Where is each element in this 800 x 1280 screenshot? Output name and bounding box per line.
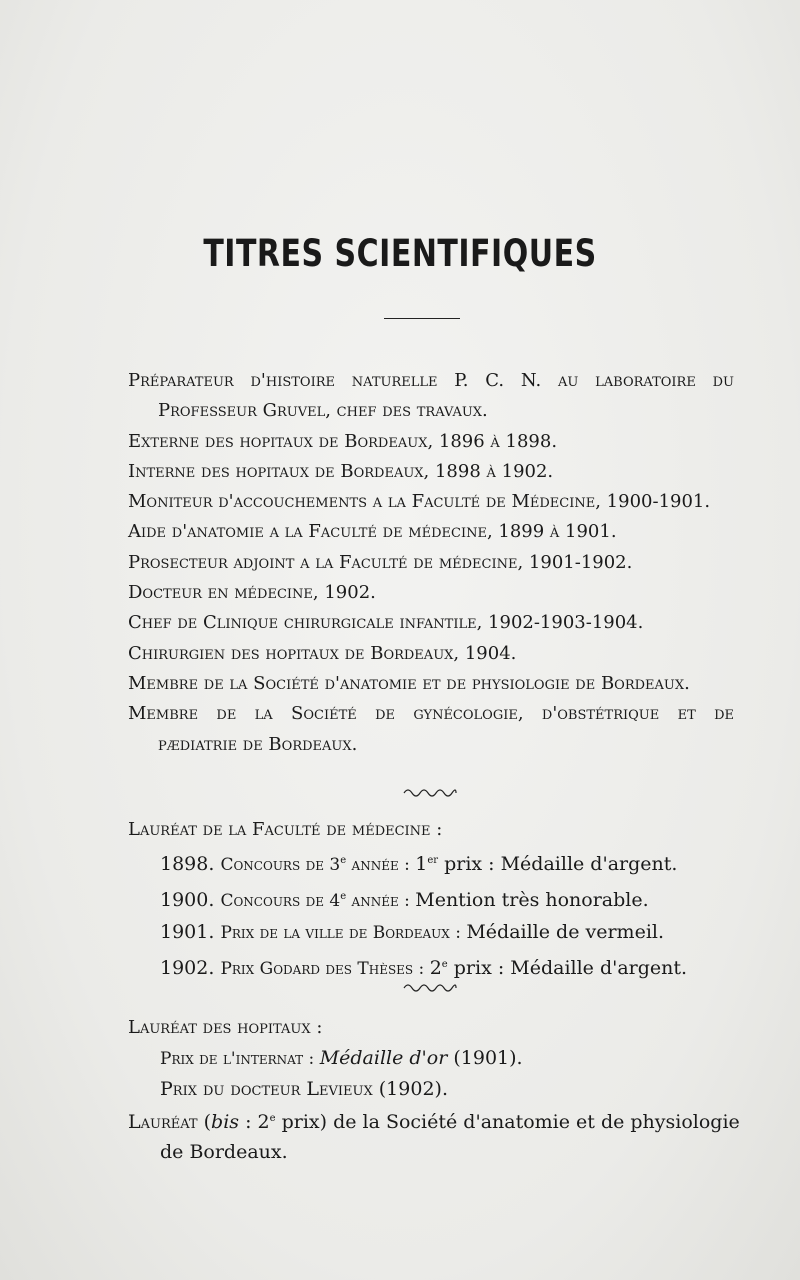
prize-year: 1900. [160,889,215,911]
titre-entry: Moniteur d'accouchements a la Faculté de Médecine, 1900-1901. [128,491,711,513]
hopitaux-heading: Lauréat des hopitaux : [128,1017,323,1038]
titre-entry: Docteur en médecine, 1902. [128,582,376,604]
prize-label: Prix Godard des Thèses : [220,959,430,979]
prize-text: Mention très honorable. [415,889,649,911]
bis-mid: : 2 [239,1111,270,1133]
titre-entry-continued: Professeur Gruvel, chef des travaux. [158,400,488,422]
prize-row [128,881,748,917]
titre-entry: Chef de Clinique chirurgicale infantile, 1902-1903-1904. [128,612,644,634]
internat-prize-row [128,1043,748,1074]
hopitaux-section [128,1013,748,1167]
bis-open: ( [197,1111,212,1133]
prize-label-suffix: année : [346,891,416,911]
prize-label-sup: e [340,855,347,866]
prize-text: prix : Médaille d'argent. [447,957,688,979]
titre-entry: Interne des hopitaux de Bordeaux, 1898 à 1902. [128,460,554,482]
titre-entry: Prosecteur adjoint a la Faculté de médecine, 1901-1902. [128,551,633,573]
titre-entry: Externe des hopitaux de Bordeaux, 1896 à 1898. [128,430,558,452]
prize-number-sup: e [441,959,448,970]
prize-number-sup: er [427,855,439,866]
prize-text: Médaille de vermeil. [466,921,665,943]
prize-year: 1902. [160,957,215,979]
internat-label: Prix de l'internat : [160,1049,320,1069]
levieux-prize-row: Prix du docteur Levieux (1902). [160,1078,448,1100]
titre-entry-continued: pædiatrie de Bordeaux. [158,733,358,755]
bis-sup: e [269,1113,276,1124]
bis-word: bis [211,1111,240,1133]
page-title: TITRES SCIENTIFIQUES [203,232,597,276]
section-divider-ornament [402,982,458,994]
bis-label: Lauréat [128,1111,198,1133]
titre-entry: Membre de la Société de gynécologie, d'obstétrique et de [128,703,734,725]
titres-list [128,366,734,760]
prize-label: Concours de 3 [220,855,341,875]
bis-prize-continued: de Bordeaux. [160,1141,288,1163]
titre-entry: Préparateur d'histoire naturelle P. C. N. au laboratoire du [128,370,734,391]
prize-label: Concours de 4 [220,891,341,911]
prize-row [128,949,748,985]
prize-year: 1898. [160,853,215,875]
prize-label-sup: e [340,891,347,902]
prize-year: 1901. [160,921,215,943]
faculte-heading: Lauréat de la Faculté de médecine : [128,819,443,840]
internat-prize: Médaille d'or [319,1047,448,1069]
prize-text: prix : Médaille d'argent. [438,853,678,875]
section-divider-ornament [402,787,458,799]
prize-row [128,845,748,881]
bis-prize-row [128,1104,748,1137]
internat-year: (1901). [447,1047,523,1069]
prize-label-suffix: année : [346,855,416,875]
titre-entry: Aide d'anatomie a la Faculté de médecine, 1899 à 1901. [128,521,617,543]
prize-number: 1 [415,853,428,875]
title-rule [384,318,460,319]
prize-label: Prix de la ville de Bordeaux : [220,923,467,943]
prize-number: 2 [429,957,442,979]
titre-entry: Chirurgien des hopitaux de Bordeaux, 1904. [128,642,517,664]
bis-rest: prix) de la Société d'anatomie et de physiologie [275,1111,740,1133]
titre-entry: Membre de la Société d'anatomie et de physiologie de Bordeaux. [128,672,690,694]
faculte-section [128,814,748,985]
prize-row [128,917,748,949]
